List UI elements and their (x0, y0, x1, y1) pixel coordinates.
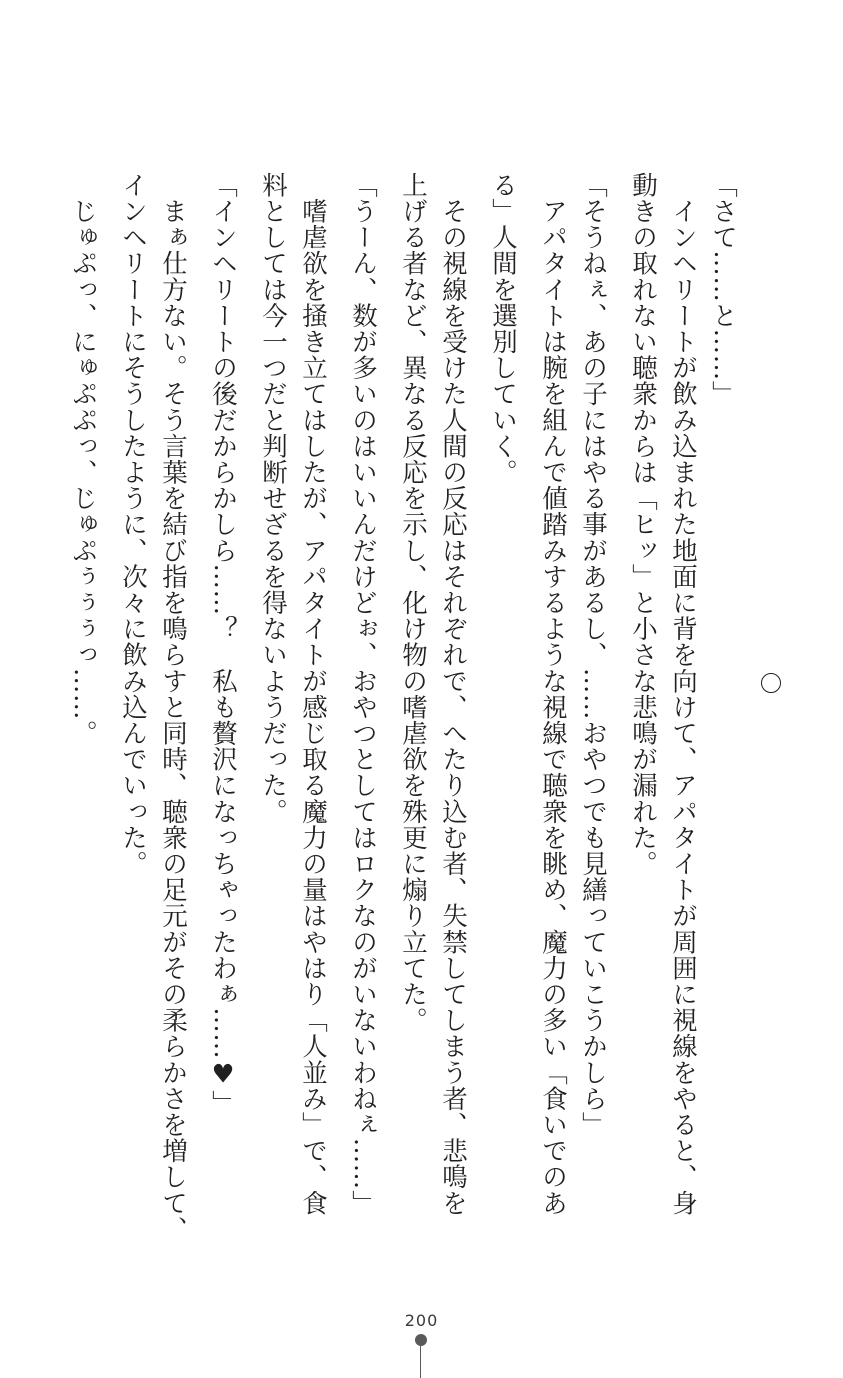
section-break-circle (761, 673, 781, 693)
text-line: その視線を受けた人間の反応はそれぞれで、へたり込む者、失禁してしまう者、悲鳴を (438, 172, 468, 1216)
text-line: まぁ仕方ない。そう言葉を結び指を鳴らすと同時、聴衆の足元がその柔らかさを増して、 (158, 172, 188, 1243)
folio-stem (420, 1345, 421, 1378)
text-line: 「さて……と……」 (708, 172, 738, 407)
text-line: 嗜虐欲を掻き立てはしたが、アパタイトが感じ取る魔力の量はやはり「人並み」で、食 (298, 172, 328, 1216)
heart-icon: ♥ (208, 1059, 238, 1091)
text-line: る」人間を選別していく。 (488, 172, 518, 486)
page-number: 200 (404, 1311, 439, 1330)
text-line: じゅぷっ、にゅぷぷっ、じゅぷぅぅぅっ……。 (68, 172, 98, 747)
text-line (203, 172, 243, 1116)
text-line: 上げる者など、異なる反応を示し、化け物の嗜虐欲を殊更に煽り立てた。 (398, 172, 428, 1034)
text-line: 「そうねぇ、あの子にはやる事があるし、……おやつでも見繕っていこうかしら」 (578, 172, 608, 1138)
text-line: インヘリートが飲み込まれた地面に背を向けて、アパタイトが周囲に視線をやると、身 (668, 172, 698, 1216)
text-line-body: 「インヘリートの後だからかしら……？ 私も贅沢になっちゃったわぁ…… (208, 172, 238, 1060)
close-bracket: 」 (208, 1090, 238, 1117)
text-line: 動きの取れない聴衆からは「ヒッ」と小さな悲鳴が漏れた。 (628, 172, 658, 877)
text-line: 料としては今一つだと判断せざるを得ないようだった。 (258, 172, 288, 825)
text-line: 「うーん、数が多いのはいいんだけどぉ、おやつとしてはロクなのがいないわねぇ……」 (348, 172, 378, 1216)
text-line: インヘリートにそうしたように、次々に飲み込んでいった。 (118, 172, 148, 877)
text-line: アパタイトは腕を組んで値踏みするような視線で聴衆を眺め、魔力の多い「食いでのあ (538, 172, 568, 1216)
